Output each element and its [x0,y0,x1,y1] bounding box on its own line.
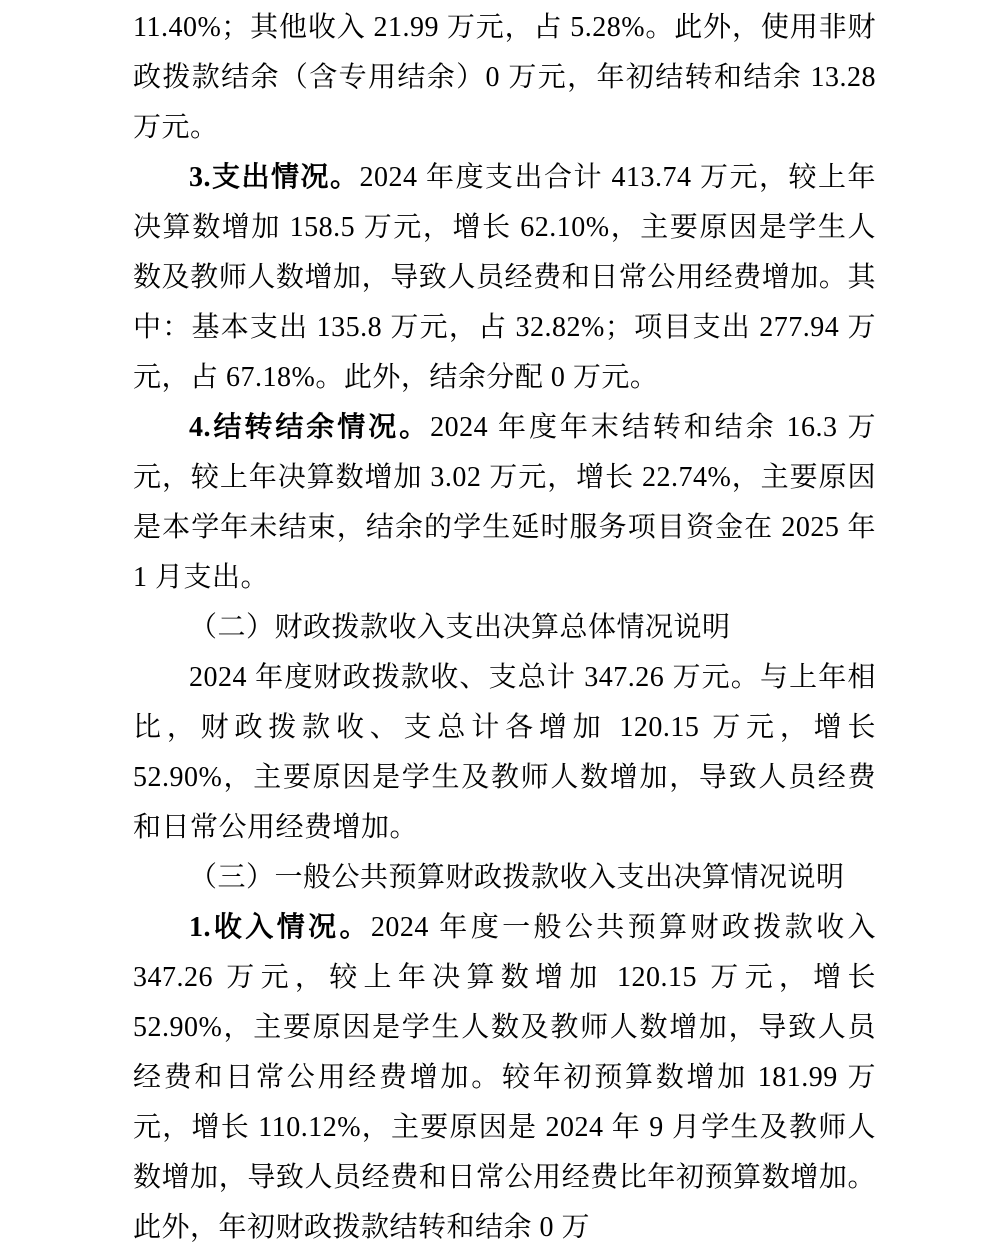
section-heading-text: （二）财政拨款收入支出决算总体情况说明 [189,612,731,643]
paragraph [133,903,876,1253]
section-heading-text: （三）一般公共预算财政拨款收入支出决算情况说明 [189,862,845,893]
paragraph [133,403,876,603]
paragraph-bold-lead: 1.收入情况。 [189,912,371,943]
paragraph-text: 2024 年度年末结转和结余 16.3 万元，较上年决算数增加 3.02 万元，增长 22.74%，主要原因是本学年未结束，结余的学生延时服务项目资金在 2025 年 1 月支出。 [133,412,876,593]
paragraph-bold-lead: 3.支出情况。 [189,162,360,193]
paragraph-text: 2024 年度支出合计 413.74 万元，较上年决算数增加 158.5 万元，增长 62.10%，主要原因是学生人数及教师人数增加，导致人员经费和日常公用经费增加。其中：基本支出 135.8 万元，占 32.82%；项目支出 277.94 万元，占 67.18%。此外，结余分配 0 万元。 [133,162,876,393]
section-heading [133,853,876,903]
paragraph-bold-lead: 4.结转结余情况。 [189,412,431,443]
paragraph-text: 11.40%；其他收入 21.99 万元，占 5.28%。此外，使用非财政拨款结余（含专用结余）0 万元，年初结转和结余 13.28 万元。 [133,12,876,143]
paragraph [133,653,876,853]
paragraph-text: 2024 年度一般公共预算财政拨款收入 347.26 万元，较上年决算数增加 120.15 万元，增长 52.90%，主要原因是学生人数及教师人数增加，导致人员经费和日常公用经费增加。较年初预算数增加 181.99 万元，增长 110.12%，主要原因是 2024 年 9 月学生及教师人数增加，导致人员经费和日常公用经费比年初预算数增加。此外，年初财政拨款结转和结余 0 万 [133,912,876,1243]
paragraph [133,153,876,403]
paragraph-text: 2024 年度财政拨款收、支总计 347.26 万元。与上年相比，财政拨款收、支总计各增加 120.15 万元，增长 52.90%，主要原因是学生及教师人数增加，导致人员经费和日常公用经费增加。 [133,662,876,843]
document-body [133,3,876,1253]
section-heading [133,603,876,653]
paragraph [133,3,876,153]
